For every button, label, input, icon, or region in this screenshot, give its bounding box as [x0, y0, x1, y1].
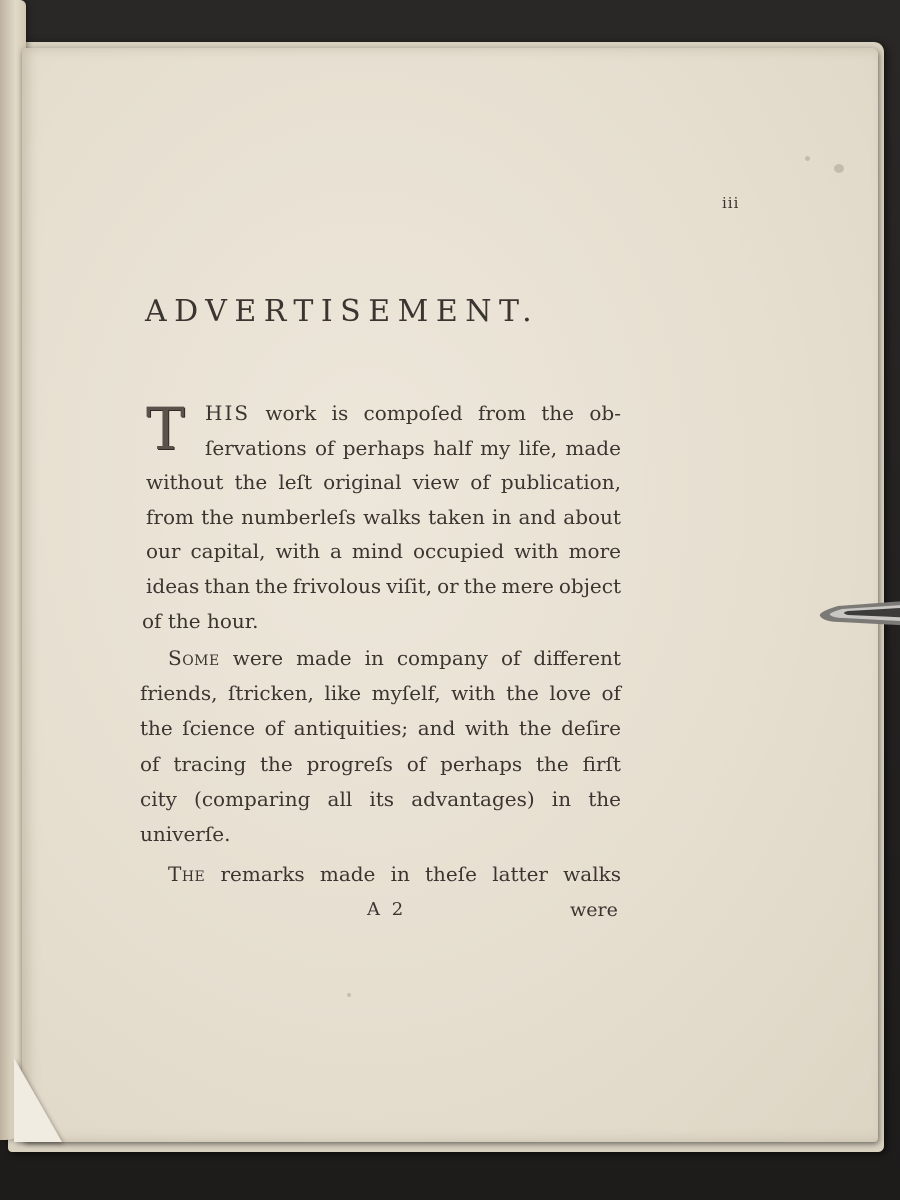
word: The [168, 862, 206, 886]
word: publication, [500, 470, 621, 495]
word: different [533, 646, 621, 670]
word: city [140, 786, 177, 811]
word: or [437, 574, 459, 598]
word: half [433, 435, 472, 460]
word: made [565, 435, 621, 460]
word: work [265, 401, 317, 425]
text-line [146, 470, 621, 495]
word: the [234, 470, 268, 495]
word: of [470, 470, 490, 495]
word: of [601, 681, 621, 706]
word: mind [351, 539, 403, 564]
word: Some [168, 646, 220, 670]
word: tracing [173, 751, 247, 776]
word: occupied [412, 539, 505, 564]
word: theſe [425, 862, 478, 886]
word: capital, [190, 539, 266, 564]
word: of [264, 716, 285, 741]
word: the [536, 751, 569, 776]
word: the [259, 751, 293, 776]
word: a [329, 539, 342, 564]
word: the [255, 574, 288, 598]
word: deſire [561, 716, 621, 741]
word: mere [501, 574, 554, 598]
folded-corner [14, 1058, 62, 1142]
word: the [588, 786, 621, 811]
word: the [541, 401, 575, 425]
word: its [369, 786, 395, 811]
text-line [146, 576, 621, 596]
word: life, [518, 435, 558, 460]
word: HIS [205, 401, 251, 425]
word: the [506, 681, 539, 706]
word: than [204, 574, 251, 598]
word: numberleſs [241, 504, 356, 529]
word: in [390, 862, 410, 886]
word: of [142, 608, 162, 633]
word: with [514, 539, 559, 564]
text-line [140, 681, 621, 706]
word: latter [492, 862, 548, 886]
word: of [314, 435, 335, 460]
word: from [146, 504, 194, 529]
word: object [558, 574, 621, 598]
word: myſelf, [371, 681, 441, 706]
word: the [201, 504, 234, 529]
word: leſt [278, 470, 312, 495]
signature-mark: A 2 [367, 899, 407, 920]
word: is [331, 401, 349, 425]
text-line [168, 648, 621, 668]
word: made [319, 862, 376, 886]
word: and [417, 716, 456, 741]
word: of [406, 751, 427, 776]
page-heading: ADVERTISEMENT. [145, 294, 540, 329]
word: perhaps [342, 435, 425, 460]
word: original [323, 470, 402, 495]
word: of [500, 646, 521, 670]
word: my [480, 435, 511, 460]
drop-cap: T [146, 395, 185, 463]
word: antiquities; [293, 716, 409, 741]
word: without [146, 470, 224, 495]
word: in [364, 646, 384, 670]
word: the [463, 574, 497, 598]
word: the [140, 716, 173, 741]
word: from [477, 401, 526, 425]
word: ſtricken, [228, 681, 314, 706]
word: with [275, 539, 320, 564]
word: taken [428, 504, 485, 529]
word: walks [363, 504, 421, 529]
word: with [464, 716, 510, 741]
word: love [549, 681, 591, 706]
word: like [324, 681, 362, 706]
text-line [140, 786, 621, 811]
folio-number: iii [722, 194, 740, 212]
word: firſt [582, 751, 621, 776]
text-line [140, 824, 230, 844]
word: ſcience [182, 716, 256, 741]
text-line [205, 435, 621, 460]
word: ob- [589, 401, 621, 425]
word: made [296, 646, 352, 670]
word: all [327, 786, 353, 811]
text-line [205, 403, 621, 423]
foxing-spot [347, 993, 351, 997]
word: in [551, 786, 572, 811]
word: ſervations [205, 435, 307, 460]
word: were [232, 646, 284, 670]
catchword: were [570, 899, 618, 921]
word: the [518, 716, 552, 741]
word: advantages) [411, 786, 535, 811]
text-line [140, 716, 621, 741]
text-line [146, 539, 621, 564]
word: with [451, 681, 496, 706]
word: friends, [140, 681, 218, 706]
word: frivolous [292, 574, 382, 598]
word: univerſe. [140, 822, 231, 846]
text-line [168, 864, 621, 884]
word: and [518, 504, 557, 529]
foxing-spot [834, 164, 844, 173]
word: viſit, [386, 574, 433, 598]
word: progreſs [306, 751, 393, 776]
word: of [140, 751, 160, 776]
word: remarks [220, 862, 305, 886]
text-line [142, 608, 259, 633]
word: compoſed [363, 401, 463, 425]
text-line [140, 751, 621, 776]
word: (comparing [194, 786, 311, 811]
word: our [146, 539, 181, 564]
word: hour. [207, 608, 259, 633]
text-line [146, 504, 621, 529]
word: in [492, 504, 512, 529]
word: view [412, 470, 460, 495]
word: ideas [146, 574, 200, 598]
word: walks [563, 862, 621, 886]
word: more [568, 539, 621, 564]
foxing-spot [805, 156, 810, 161]
page-clip-icon [818, 596, 900, 630]
word: the [167, 608, 201, 633]
word: company [396, 646, 488, 670]
word: perhaps [440, 751, 523, 776]
word: about [563, 504, 621, 529]
